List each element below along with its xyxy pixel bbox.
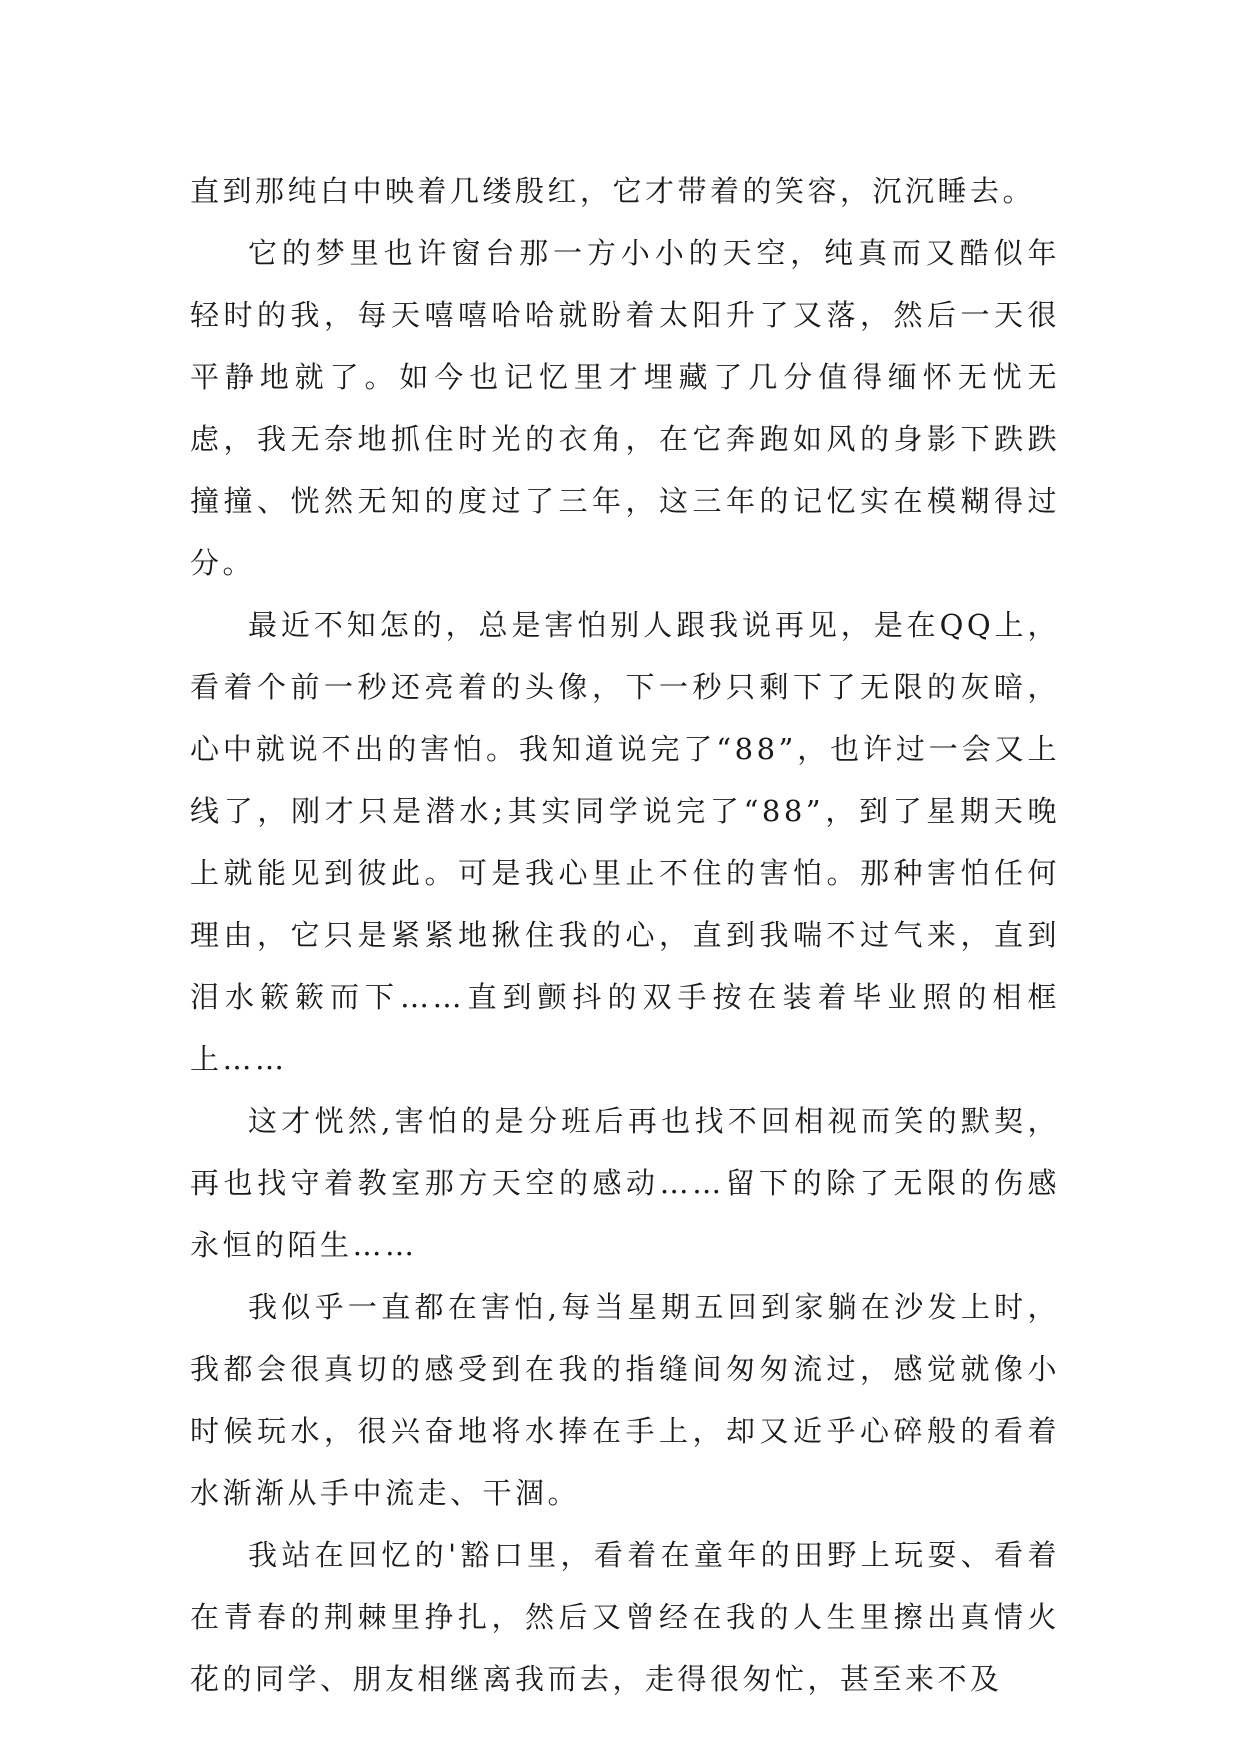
paragraph: 最近不知怎的，总是害怕别人跟我说再见，是在QQ上，看着个前一秒还亮着的头像，下一秒只剩下了无限的灰暗，心中就说不出的害怕。我知道说完了“88”，也许过一会又上线了，刚才只是潜水;其实同学说完了“88”，到了星期天晚上就能见到彼此。可是我心里止不住的害怕。那种害怕任何理由，它只是紧紧地揪住我的心，直到我喘不过气来，直到泪水簌簌而下……直到颤抖的双手按在装着毕业照的相框上…… <box>190 608 1060 1076</box>
paragraph: 我似乎一直都在害怕,每当星期五回到家躺在沙发上时，我都会很真切的感受到在我的指缝间匆匆流过，感觉就像小时候玩水，很兴奋地将水捧在手上，却又近乎心碎般的看着水渐渐从手中流走、干涸。 <box>190 1290 1060 1510</box>
paragraph: 我站在回忆的'豁口里，看着在童年的田野上玩耍、看着在青春的荆棘里挣扎，然后又曾经在我的人生里擦出真情火花的同学、朋友相继离我而去，走得很匆忙，甚至来不及 <box>190 1538 1060 1696</box>
document-body <box>190 160 1060 1710</box>
paragraph-continued: 直到那纯白中映着几缕殷红，它才带着的笑容，沉沉睡去。 <box>190 174 1036 208</box>
paragraph: 它的梦里也许窗台那一方小小的天空，纯真而又酷似年轻时的我，每天嘻嘻哈哈就盼着太阳升了又落，然后一天很平静地就了。如今也记忆里才埋藏了几分值得缅怀无忧无虑，我无奈地抓住时光的衣角，在它奔跑如风的身影下跌跌撞撞、恍然无知的度过了三年，这三年的记忆实在模糊得过分。 <box>190 236 1060 580</box>
paragraph: 这才恍然,害怕的是分班后再也找不回相视而笑的默契，再也找守着教室那方天空的感动……留下的除了无限的伤感永恒的陌生…… <box>190 1104 1060 1262</box>
